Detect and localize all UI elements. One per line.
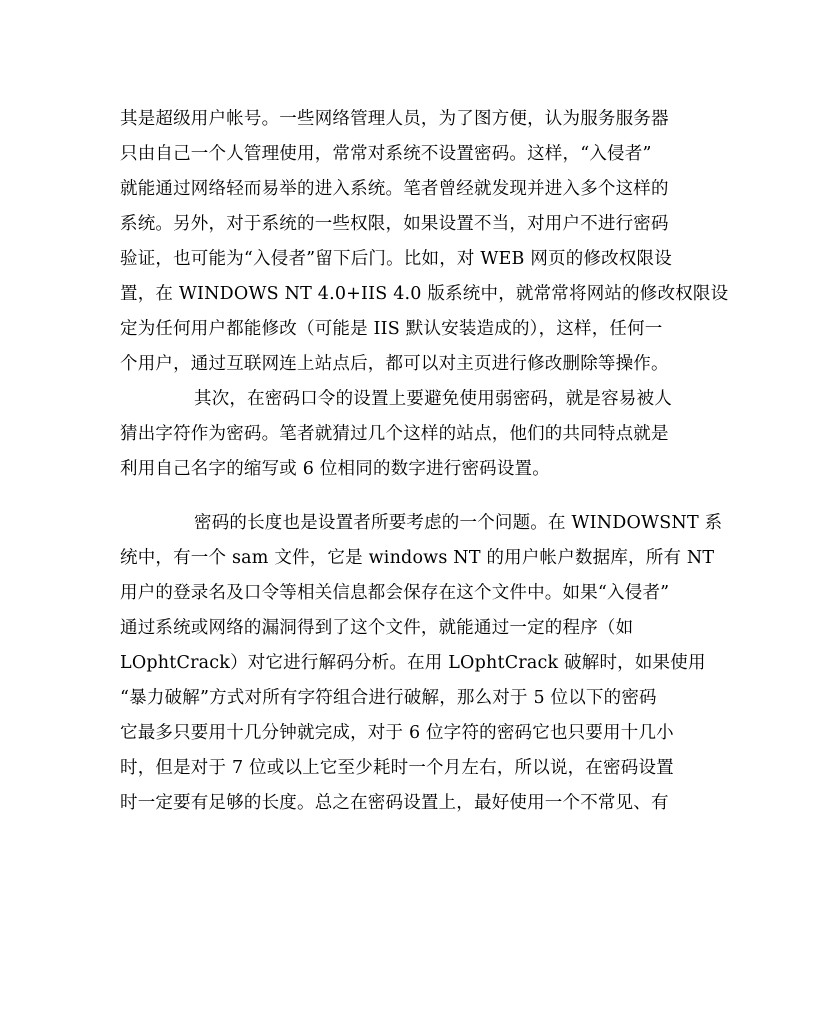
text-line: 时，但是对于 7 位或以上它至少耗时一个月左右，所以说，在密码设置 <box>120 758 674 778</box>
text-line: 就能通过网络轻而易举的进入系统。笔者曾经就发现并进入多个这样的 <box>120 179 669 199</box>
text-line: 定为任何用户都能修改（可能是 IIS 默认安装造成的），这样，任何一 <box>120 319 663 339</box>
text-line: 其是超级用户帐号。一些网络管理人员，为了图方便，认为服务服务器 <box>120 109 669 129</box>
text-line: 猜出字符作为密码。笔者就猜过几个这样的站点，他们的共同特点就是 <box>120 424 669 444</box>
text-line: 通过系统或网络的漏洞得到了这个文件，就能通过一定的程序（如 <box>120 618 634 638</box>
text-line: LOphtCrack）对它进行解码分析。在用 LOphtCrack 破解时，如果使用 <box>120 653 706 673</box>
text-line: 只由自己一个人管理使用，常常对系统不设置密码。这样，“入侵者” <box>120 144 652 164</box>
text-line: 它最多只要用十几分钟就完成，对于 6 位字符的密码它也只要用十几小 <box>120 723 674 743</box>
text-line: 置，在 WINDOWS NT 4.0+IIS 4.0 版系统中，就常常将网站的修改权限设 <box>120 284 729 304</box>
text-line: 统中，有一个 sam 文件，它是 windows NT 的用户帐户数据库，所有 NT <box>120 548 715 568</box>
text-line: 时一定要有足够的长度。总之在密码设置上，最好使用一个不常见、有 <box>120 793 669 813</box>
text-line: 验证，也可能为“入侵者”留下后门。比如，对 WEB 网页的修改权限设 <box>120 249 672 269</box>
paragraph-start-line: 密码的长度也是设置者所要考虑的一个问题。在 WINDOWSNT 系 <box>194 513 723 533</box>
paragraph-start-line: 其次，在密码口令的设置上要避免使用弱密码，就是容易被人 <box>194 389 672 409</box>
text-line: 用户的登录名及口令等相关信息都会保存在这个文件中。如果“入侵者” <box>120 583 670 603</box>
text-line: 系统。另外，对于系统的一些权限，如果设置不当，对用户不进行密码 <box>120 214 669 234</box>
text-line: 个用户，通过互联网连上站点后，都可以对主页进行修改删除等操作。 <box>120 354 669 374</box>
text-line: “暴力破解”方式对所有字符组合进行破解，那么对于 5 位以下的密码 <box>120 688 657 708</box>
text-line: 利用自己名字的缩写或 6 位相同的数字进行密码设置。 <box>120 459 550 479</box>
